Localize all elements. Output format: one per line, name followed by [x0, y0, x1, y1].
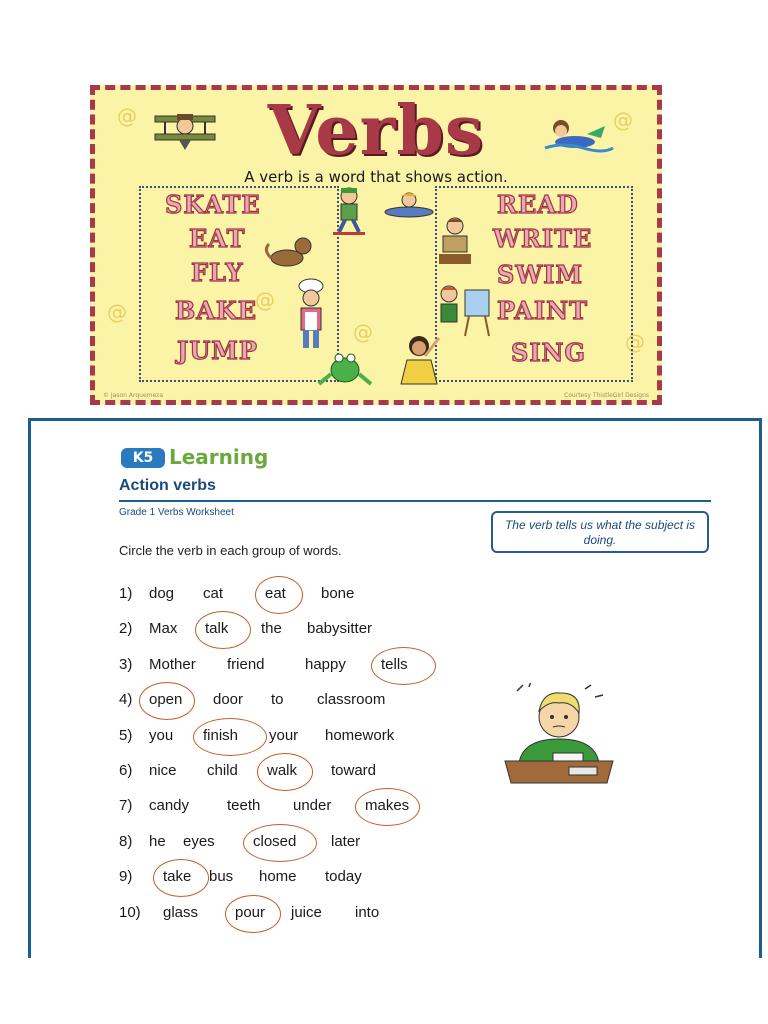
- item-word: later: [331, 832, 361, 850]
- answer-circle: [225, 895, 281, 933]
- exercise-item: [119, 762, 539, 786]
- item-word: you: [149, 726, 174, 744]
- item-word: cat: [203, 585, 224, 602]
- verb-word: SING: [511, 338, 586, 367]
- answer-circle: [355, 788, 420, 826]
- item-word: dog: [149, 585, 175, 602]
- item-word: child: [207, 762, 238, 779]
- circled-verb: finish: [203, 726, 239, 744]
- worksheet-subtitle: Grade 1 Verbs Worksheet: [119, 507, 234, 518]
- poster-title: Verbs: [267, 91, 485, 171]
- answer-circle: [139, 682, 195, 720]
- item-word: juice: [291, 903, 322, 921]
- verb-word: FLY: [191, 258, 244, 287]
- circled-verb: open: [149, 691, 183, 709]
- instructions: Circle the verb in each group of words.: [119, 543, 342, 558]
- verb-word: PAINT: [497, 296, 588, 325]
- worksheet: [28, 418, 762, 958]
- item-word: teeth: [227, 797, 261, 815]
- item-number: 4): [119, 691, 133, 709]
- item-word: classroom: [317, 691, 386, 709]
- exercise-item: [119, 691, 539, 715]
- item-word: eyes: [183, 832, 215, 850]
- verb-word: EAT: [189, 224, 246, 253]
- verbs-poster: [90, 85, 662, 405]
- item-number: 9): [119, 868, 133, 886]
- poster-credit-right: Courtesy ThistleGirl Designs: [564, 392, 649, 399]
- item-number: 1): [119, 585, 133, 602]
- item-number: 5): [119, 726, 133, 744]
- circled-verb: talk: [205, 620, 229, 638]
- item-word: happy: [305, 655, 346, 673]
- item-number: 10): [119, 903, 141, 921]
- item-word: homework: [325, 726, 395, 744]
- circled-verb: take: [163, 868, 192, 886]
- item-word: Max: [149, 620, 178, 638]
- verb-word: BAKE: [175, 296, 258, 325]
- answer-circle: [257, 753, 313, 791]
- item-word: to: [271, 691, 284, 709]
- item-word: the: [261, 620, 282, 638]
- answer-circle: [371, 647, 436, 685]
- answer-circle: [193, 718, 267, 756]
- circled-verb: eat: [265, 585, 286, 602]
- answer-circle: [255, 576, 303, 614]
- answer-circle: [243, 824, 317, 862]
- circled-verb: walk: [267, 762, 298, 779]
- item-word: toward: [331, 762, 377, 779]
- item-number: 8): [119, 832, 133, 850]
- worksheet-title: Action verbs: [119, 477, 216, 494]
- item-word: he: [149, 832, 166, 850]
- title-divider: [119, 500, 711, 502]
- verb-word: JUMP: [177, 336, 258, 365]
- item-number: 6): [119, 762, 133, 779]
- exercise-item: [119, 797, 539, 821]
- swirl-decoration: @: [613, 108, 633, 132]
- item-number: 7): [119, 797, 133, 815]
- frog-picture: [317, 348, 373, 392]
- item-word: nice: [149, 762, 177, 779]
- item-word: glass: [163, 903, 199, 921]
- item-word: Mother: [149, 655, 196, 673]
- swirl-decoration: @: [117, 104, 137, 128]
- circled-verb: closed: [253, 832, 297, 850]
- definition-callout: The verb tells us what the subject is doing.: [491, 511, 709, 553]
- item-word: door: [213, 691, 244, 709]
- exercise-item: [119, 620, 539, 644]
- item-word: today: [325, 868, 362, 886]
- item-word: your: [269, 726, 299, 744]
- swirl-decoration: @: [107, 300, 127, 324]
- item-word: friend: [227, 655, 265, 673]
- skating-boy-picture: [327, 186, 371, 238]
- swirl-decoration: @: [255, 288, 275, 312]
- item-word: candy: [149, 797, 190, 815]
- item-word: under: [293, 797, 332, 815]
- item-word: babysitter: [307, 620, 373, 638]
- item-number: 3): [119, 655, 133, 673]
- verb-word: SWIM: [497, 260, 584, 289]
- logo-text: Learning: [169, 445, 269, 469]
- item-word: bus: [209, 868, 234, 886]
- answer-circle: [195, 611, 251, 649]
- exercise-item: [119, 727, 539, 751]
- circled-verb: tells: [381, 655, 408, 673]
- exercise-item: [119, 656, 539, 680]
- poster-subtitle: A verb is a word that shows action.: [244, 168, 508, 186]
- circled-verb: pour: [235, 903, 266, 921]
- circled-verb: makes: [365, 797, 410, 815]
- exercise-item: [119, 833, 539, 857]
- answer-circle: [153, 859, 209, 897]
- thinking-boy-picture: [499, 683, 619, 787]
- reading-boy-picture: [435, 216, 475, 270]
- painting-boy-picture: [435, 284, 493, 340]
- singing-girl-picture: [395, 334, 443, 394]
- flying-kid-picture: [381, 190, 437, 220]
- logo-badge: K5: [121, 448, 165, 468]
- verb-word: SKATE: [165, 190, 261, 219]
- monkey-picture: [263, 236, 315, 270]
- exercise-item: [119, 585, 539, 609]
- item-word: home: [259, 868, 297, 886]
- chef-girl-picture: [291, 278, 331, 358]
- swirl-decoration: @: [353, 320, 373, 344]
- exercise-item: [119, 868, 539, 892]
- item-word: bone: [321, 585, 355, 602]
- verb-word: WRITE: [493, 224, 593, 253]
- exercise-item: [119, 904, 539, 928]
- item-number: 2): [119, 620, 133, 638]
- verb-word: READ: [497, 190, 579, 219]
- poster-credit-left: © Jason Arquemeza: [103, 392, 163, 399]
- item-word: into: [355, 903, 380, 921]
- swirl-decoration: @: [625, 330, 645, 354]
